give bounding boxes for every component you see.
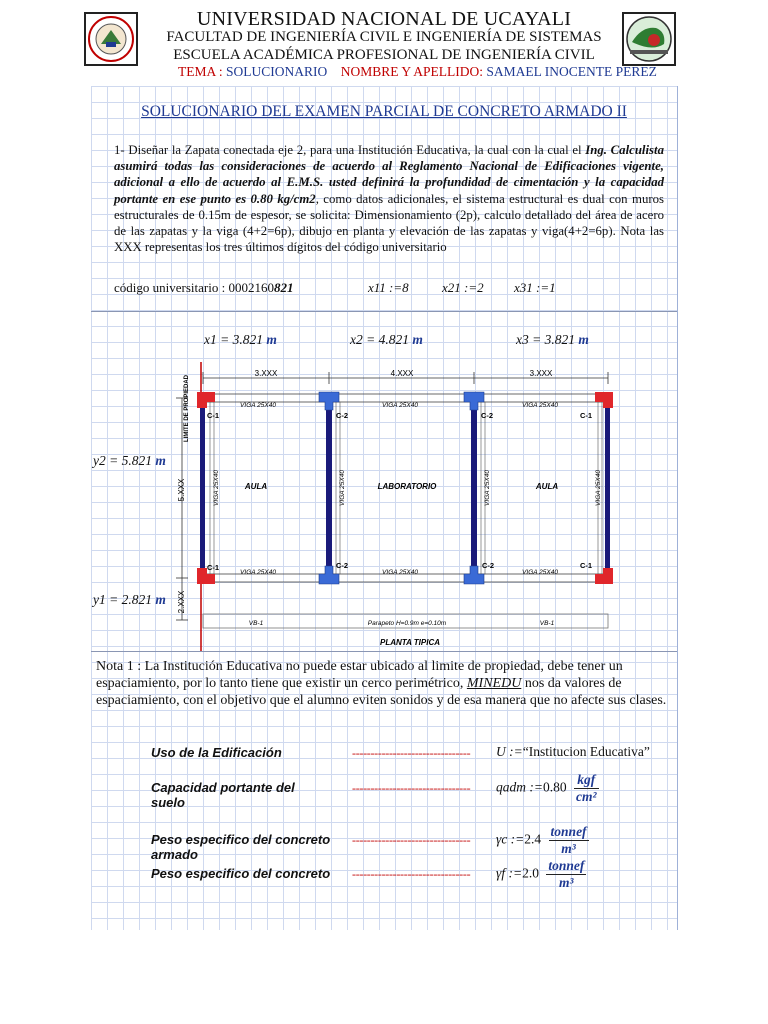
x2-value: x2 = 4.821 m bbox=[350, 332, 423, 347]
room-aula-1: AULA bbox=[244, 482, 268, 491]
param-dashes: -------------------------------- bbox=[352, 867, 471, 881]
param-dashes: -------------------------------- bbox=[352, 781, 471, 795]
beam-label: VIGA 25X40 bbox=[522, 402, 558, 409]
vb1-label: VB-1 bbox=[539, 620, 555, 627]
faculty-title: FACULTAD DE INGENIERÍA CIVIL E INGENIERÍA DE SISTEMAS bbox=[166, 29, 602, 45]
problem-bold: Ing. Calculista asumirá todas las consideraciones de acuerdo al Reglamento Nacional de Edificaciones vigente, adicional a ello de acuerdo al E.M.S. usted definirá la profundidad de cimentación y la capacidad portante en ese punto es 0.80 kg/cm2 bbox=[114, 143, 664, 206]
floor-plan bbox=[170, 362, 630, 652]
wall-axis-3 bbox=[471, 402, 477, 574]
y1-value: y1 = 2.821 m bbox=[93, 592, 166, 607]
university-title: UNIVERSIDAD NACIONAL DE UCAYALI bbox=[196, 8, 572, 30]
column-label: C-2 bbox=[336, 561, 349, 570]
column-label: C-1 bbox=[207, 563, 220, 572]
beam-label-vertical: VIGA 25X40 bbox=[213, 470, 220, 506]
exam-title: SOLUCIONARIO DEL EXAMEN PARCIAL DE CONCRETO ARMADO II bbox=[141, 103, 627, 120]
code-suffix: 821 bbox=[273, 280, 294, 295]
column-c1-top-left bbox=[197, 392, 215, 408]
problem-rest: , como datos adicionales, el sistema estructural es dual con muros estructurales de 0.15m de espesor, se solicita: Dimensionamiento (2p), calculo detallado del área de acero de las zapatas y la viga (4+2=6p), dibujo en planta y elevación de las zapatas y viga(4+2=6p). Nota las XXX representas los tres últimos dígitos del código universitario bbox=[114, 191, 664, 255]
problem-statement bbox=[114, 142, 664, 255]
beam-label-vertical: VIGA 25X40 bbox=[484, 470, 491, 506]
x11-def: x11 :=8 bbox=[368, 280, 409, 295]
beam-label: VIGA 25X40 bbox=[522, 569, 558, 576]
param-dashes: -------------------------------- bbox=[352, 833, 471, 847]
school-title: ESCUELA ACADÉMICA PROFESIONAL DE INGENIERÍA CIVIL bbox=[173, 47, 595, 63]
x31-def: x31 :=1 bbox=[514, 280, 556, 295]
dim-top-2: 4.XXX bbox=[390, 369, 414, 378]
room-laboratorio: LABORATORIO bbox=[377, 482, 437, 491]
beam-label: VIGA 25X40 bbox=[240, 569, 276, 576]
wall-axis-4 bbox=[605, 402, 610, 574]
code-line bbox=[114, 280, 674, 296]
beam-label: VIGA 25X40 bbox=[382, 569, 418, 576]
note-part1: Nota 1 : La Institución Educativa no puede estar ubicado al limite de propiedad, debe tener un espaciamiento, por lo tanto tiene que existir un cerco perimétrico, bbox=[96, 659, 623, 691]
column-label: C-2 bbox=[481, 411, 494, 420]
beam-label-vertical: VIGA 25X40 bbox=[595, 470, 602, 506]
separator-top bbox=[91, 311, 677, 312]
beam-label-vertical: VIGA 25X40 bbox=[339, 470, 346, 506]
problem-intro: 1- Diseñar la Zapata conectada eje 2, para una Institución Educativa, la cual con la cual el bbox=[114, 143, 586, 157]
tema-value: SOLUCIONARIO bbox=[226, 64, 328, 79]
column-label: C-1 bbox=[207, 411, 220, 420]
dim-top-1: 3.XXX bbox=[254, 369, 278, 378]
note-part2: nos da valores de espaciamiento, con el objetivo que el alumno eviten sonidos y de esa manera que no afecte sus clases. bbox=[96, 676, 667, 708]
param-value-gamma-c: γc :=2.4 $\frac{\text{tonnef}}{\text{m³}}$ bbox=[496, 824, 587, 856]
dim-top-3: 3.XXX bbox=[529, 369, 553, 378]
param-label-concreto-armado: Peso especifico del concreto armado bbox=[151, 832, 331, 862]
column-label: C-1 bbox=[580, 561, 593, 570]
y2-value: y2 = 5.821 m bbox=[93, 453, 166, 468]
wall-axis-1 bbox=[200, 402, 205, 574]
name-value: SAMAEL INOCENTE PEREZ bbox=[486, 64, 657, 79]
param-value-uso: U :=“Institucion Educativa” bbox=[496, 744, 650, 759]
name-label: NOMBRE Y APELLIDO: bbox=[340, 64, 487, 79]
dim-left-1: 5.XXX bbox=[177, 478, 186, 502]
column-label: C-1 bbox=[580, 411, 593, 420]
param-dashes: -------------------------------- bbox=[352, 746, 471, 760]
param-label-concreto: Peso especifico del concreto bbox=[151, 866, 331, 881]
beam-label: VIGA 25X40 bbox=[240, 402, 276, 409]
note-1 bbox=[96, 658, 668, 709]
column-label: C-2 bbox=[336, 411, 349, 420]
param-label-capacidad: Capacidad portante del suelo bbox=[151, 780, 295, 810]
tema-line bbox=[178, 64, 657, 80]
beam-label: VIGA 25X40 bbox=[382, 402, 418, 409]
plan-caption: PLANTA TIPICA bbox=[380, 638, 440, 647]
property-limit-label: LIMITE DE PROPIEDAD bbox=[184, 374, 190, 442]
x21-def: x21 :=2 bbox=[442, 280, 484, 295]
column-label: C-2 bbox=[482, 561, 495, 570]
param-value-gamma-f: γf :=2.0 $\frac{\text{tonnef}}{\text{m³}}$ bbox=[496, 858, 585, 890]
beam-top bbox=[203, 394, 608, 402]
param-value-qadm: qadm :=0.80 $\frac{\text{kgf}}{\text{cm²}}$ bbox=[496, 772, 597, 804]
param-label-uso: Uso de la Edificación bbox=[151, 745, 282, 760]
separator-bottom bbox=[91, 651, 677, 652]
x3-value: x3 = 3.821 m bbox=[516, 332, 589, 347]
parapeto-label: Parapeto H=0.9m e=0.10m bbox=[367, 620, 447, 627]
tema-label: TEMA : bbox=[178, 64, 227, 79]
wall-axis-2 bbox=[326, 402, 332, 574]
dim-left-2: 2.XXX bbox=[177, 590, 186, 614]
vb1-label: VB-1 bbox=[248, 620, 264, 627]
x1-value: x1 = 3.821 m bbox=[204, 332, 277, 347]
code-label: código universitario : 0002160 bbox=[114, 280, 274, 295]
room-aula-2: AULA bbox=[535, 482, 559, 491]
note-minedu: MINEDU bbox=[466, 676, 522, 691]
